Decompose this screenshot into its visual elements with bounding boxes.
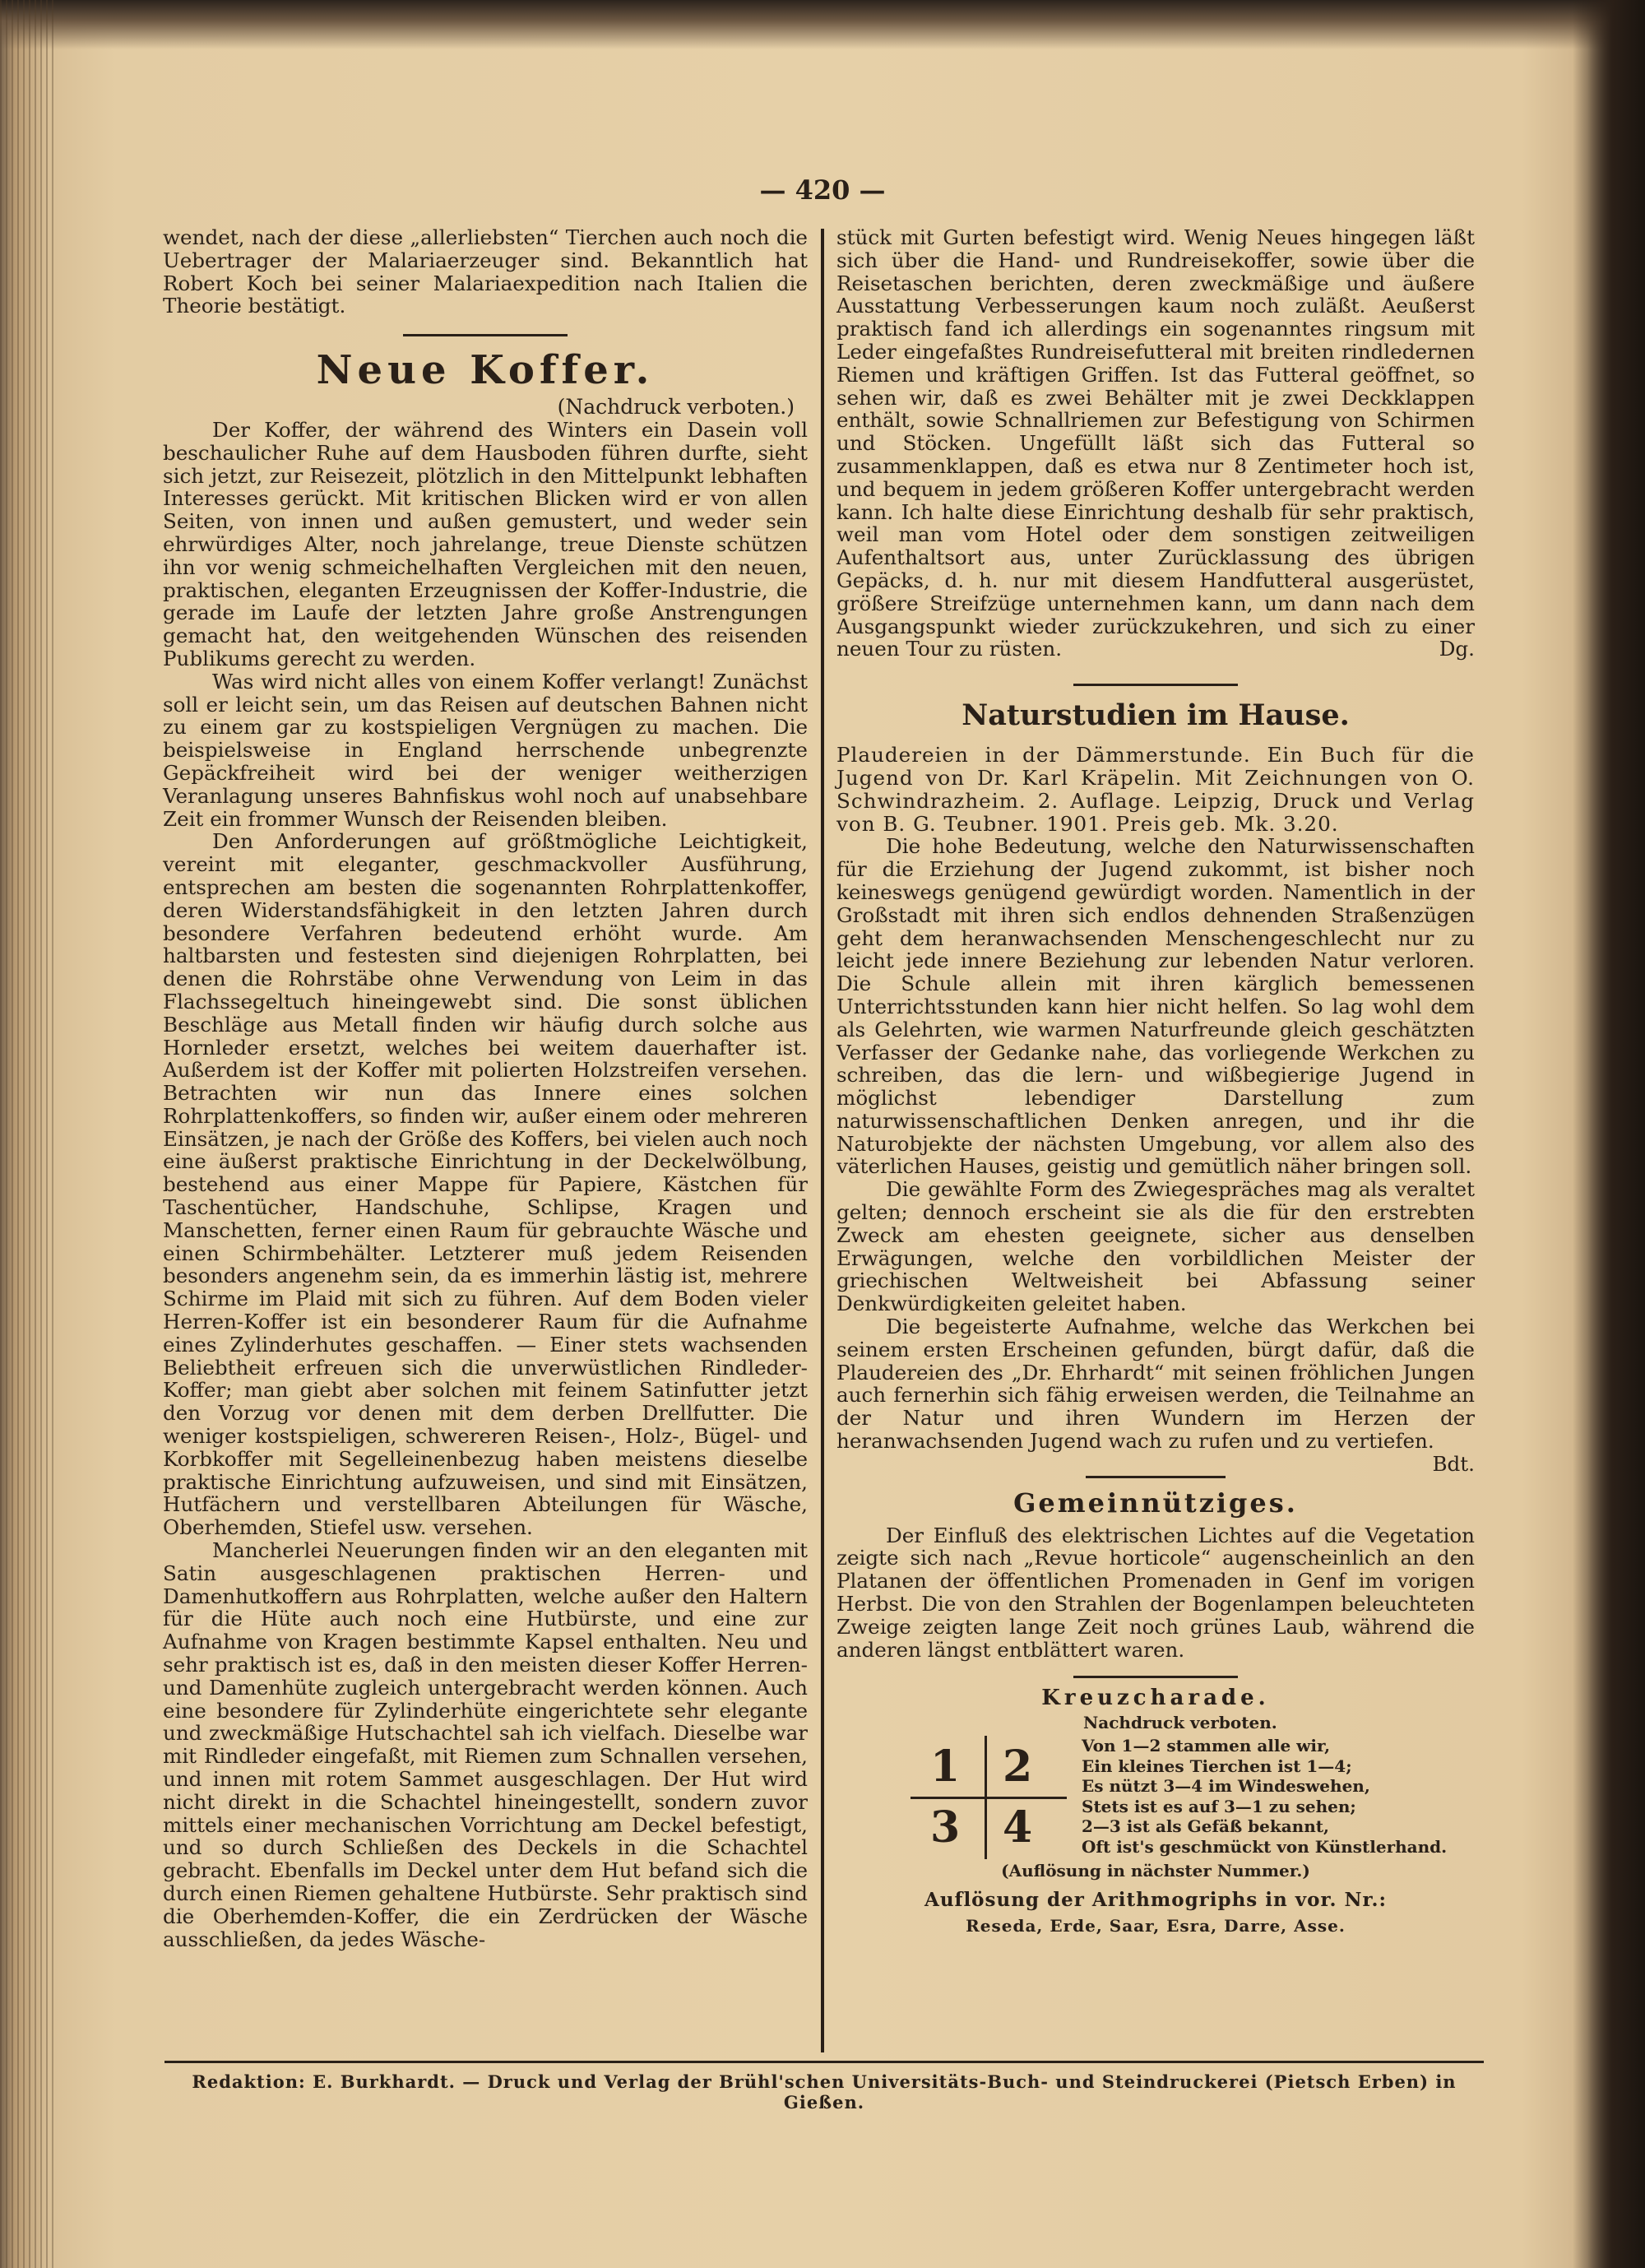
review-paragraph-3 bbox=[836, 1315, 1475, 1476]
charade-title: Kreuzcharade. bbox=[1041, 1686, 1270, 1711]
charade-body bbox=[836, 1736, 1475, 1859]
section-divider bbox=[1086, 1476, 1226, 1478]
section-divider bbox=[1073, 684, 1238, 686]
footer-rule bbox=[164, 2061, 1484, 2063]
koffer-continuation bbox=[836, 226, 1475, 661]
verse-line: Von 1—2 stammen alle wir, bbox=[1082, 1736, 1331, 1756]
grid-number-1: 1 bbox=[930, 1742, 961, 1793]
review-paragraph-3-text: Die begeisterte Aufnahme, welche das Werkchen bei seinem ersten Erscheinen gefunden, bürgt dafür, daß die Plaudereien des „Dr. Ehrhardt“ mit seinen fröhlichen Jungen auch fernerhin sich fähig erweisen werden, die Teilnahme an der Natur und ihren Wundern im Herzen der heranwachsenden Jugend wach zu rufen und zu vertiefen. bbox=[836, 1315, 1475, 1454]
verse-line: Ein kleines Tierchen ist 1—4; bbox=[1082, 1755, 1352, 1776]
verse-line: Oft ist's geschmückt von Künstlerhand. bbox=[1082, 1836, 1448, 1857]
charade-verse bbox=[1082, 1736, 1460, 1857]
gemeinnuetziges-paragraph: Der Einfluß des elektrischen Lichtes auf die Vegetation zeigte sich nach „Revue horticole“ augenscheinlich an den Platanen der öffentlichen Promenaden in Genf im vorigen Herbst. Die von den Strahlen der Bogenlampen beleuchteten Zweige zeigten lange Zeit noch grünes Laub, während die anderen längst entblättert waren. bbox=[836, 1523, 1475, 1662]
article-title-koffer: Neue Koffer. bbox=[316, 347, 655, 394]
article-title-naturstudien: Naturstudien im Hause. bbox=[962, 698, 1350, 733]
verse-line: 2—3 ist als Gefäß bekannt, bbox=[1082, 1816, 1329, 1837]
column-rule bbox=[821, 229, 824, 2052]
koffer-paragraph-2: Was wird nicht alles von einem Koffer verlangt! Zunächst soll er leicht sein, um das Reisen auf deutschen Bahnen nicht zu einem gar zu kostspieligen Vergnügen zu machen. Die beispielsweise in England herrschende unbegrenzte Gepäckfreiheit wird bei der weniger weitherzigen Veranlagung unseres Bahnfiskus wohl noch auf unabsehbare Zeit ein frommer Wunsch der Reisenden bleiben. bbox=[163, 669, 808, 831]
author-signature-bdt: Bdt. bbox=[1432, 1451, 1475, 1476]
review-paragraph-2: Die gewählte Form des Zwiegespräches mag als veraltet gelten; dennoch erscheint sie als die für den erstrebten Zweck am ehesten geeignete, sicher aus denselben Erwägungen, welche den vorbildlichen Meister der griechischen Weltweisheit bei Abfassung seiner Denkwürdigkeiten geleitet haben. bbox=[836, 1177, 1475, 1316]
cross-charade-puzzle bbox=[836, 1688, 1475, 1881]
right-column bbox=[836, 226, 1475, 1938]
book-citation: Plaudereien in der Dämmerstunde. Ein Buch für die Jugend von Dr. Karl Kräpelin. Mit Zeichnungen von O. Schwindrazheim. 2. Auflage. Leipzig, Druck und Verlag von B. G. Teubner. 1901. Preis geb. Mk. 3.20. bbox=[836, 743, 1475, 836]
grid-horizontal-line bbox=[911, 1797, 1067, 1799]
intro-paragraph: wendet, nach der diese „allerliebsten“ Tierchen auch noch die Uebertrager der Malariaerzeuger sind. Bekanntlich hat Robert Koch bei seiner Malariaexpedition nach Italien die Theorie bestätigt. bbox=[163, 225, 808, 318]
reprint-note: (Nachdruck verboten.) bbox=[557, 395, 795, 420]
arithmogriph-solution: Reseda, Erde, Saar, Esra, Darre, Asse. bbox=[966, 1916, 1346, 1936]
book-binding bbox=[1573, 0, 1645, 2268]
author-signature-dg: Dg. bbox=[1439, 637, 1475, 661]
charade-solution-note: (Auflösung in nächster Nummer.) bbox=[1001, 1861, 1310, 1881]
continuation-text: stück mit Gurten befestigt wird. Wenig Neues hingegen läßt sich über die Hand- und Rundreisekoffer, sowie über die Reisetaschen berichten, deren zweckmäßige und äußere Ausstattung Verbesserungen kaum noch zuläßt. Aeußerst praktisch fand ich allerdings ein sogenanntes ringsum mit Leder eingefaßtes Rundreisefutteral mit breiten rindledernen Riemen und kräftigen Griffen. Ist das Futteral geöffnet, so sehen wir, daß es zwei Behälter mit je zwei Deckklappen enthält, sowie Schnallriemen zur Befestigung von Schirmen und Stöcken. Ungefüllt läßt sich das Futteral so zusammenklappen, daß es etwa nur 8 Zentimeter hoch ist, und bequem in jedem größeren Koffer untergebracht werden kann. Ich halte diese Einrichtung deshalb für sehr praktisch, weil man vom Hotel oder dem sonstigen zeitweiligen Aufenthaltsort aus, unter Zurücklassung des übrigen Gepäcks, d. h. nur mit diesem Handfutteral ausgerüstet, größere Streifzüge unternehmen kann, um dann nach dem Ausgangspunkt wieder zurückzukehren, und sich zu einer neuen Tour zu rüsten. bbox=[836, 225, 1475, 661]
verse-line: Stets ist es auf 3—1 zu sehen; bbox=[1082, 1796, 1356, 1816]
left-column bbox=[163, 226, 808, 1950]
section-divider bbox=[1073, 1676, 1238, 1678]
section-divider bbox=[403, 334, 568, 336]
verse-line: Es nützt 3—4 im Windeswehen, bbox=[1082, 1776, 1370, 1797]
koffer-paragraph-4: Mancherlei Neuerungen finden wir an den eleganten mit Satin ausgeschlagenen praktischen Herren- und Damenhutkoffern aus Rohrplatten, welche außer den Haltern für die Hüte auch noch eine Hutbürste, und eine zur Aufnahme von Kragen bestimmte Kapsel enthalten. Neu und sehr praktisch ist es, daß in den meisten dieser Koffer Herren- und Damenhüte zugleich untergebracht werden können. Auch eine besondere für Zylinderhüte eingerichtete sehr elegante und zweckmäßige Hutschachtel sah ich vielfach. Dieselbe war mit Rindleder eingefaßt, mit Riemen zum Schnallen versehen, und innen mit rotem Sammet ausgeschlagen. Der Hut wird nicht direkt in die Schachtel hineingestellt, sondern zuvor mittels einer mechanischen Vorrichtung am Deckel befestigt, und so durch Schließen des Deckels in die Schachtel gebracht. Ebenfalls im Deckel unter dem Hut befand sich die durch einen Riemen gehaltene Hutbürste. Sehr praktisch sind die Oberhemden-Koffer, die ein Zerdrücken der Wäsche ausschließen, da jedes Wäsche- bbox=[163, 1538, 808, 1951]
koffer-paragraph-1: Der Koffer, der während des Winters ein Dasein voll beschaulicher Ruhe auf dem Hausboden führen durfte, sieht sich jetzt, zur Reisezeit, plötzlich in den Mittelpunkt lebhaften Interesses gerückt. Mit kritischen Blicken wird er von allen Seiten, von innen und außen gemustert, und weder sein ehrwürdiges Alter, noch jahrelange, treue Dienste schützen ihn vor wenig schmeichelhaften Vergleichen mit den neuen, praktischen, eleganten Erzeugnissen der Koffer-Industrie, die gerade im Laufe der letzten Jahre große Anstrengungen gemacht hat, den weitgehenden Wünschen des reisenden Publikums gerecht zu werden. bbox=[163, 417, 808, 670]
page-stack-edge bbox=[0, 0, 58, 2268]
charade-grid bbox=[911, 1736, 1067, 1859]
section-title-gemeinnuetziges: Gemeinnütziges. bbox=[1013, 1486, 1298, 1519]
arithmogriph-solution-title: Auflösung der Arithmogriphs in vor. Nr.: bbox=[924, 1889, 1387, 1912]
imprint-footer: Redaktion: E. Burkhardt. — Druck und Verlag der Brühl'schen Universitäts-Buch- und Steindruckerei (Pietsch Erben) in Gießen. bbox=[192, 2071, 1457, 2113]
grid-number-3: 3 bbox=[930, 1802, 961, 1853]
koffer-paragraph-3: Den Anforderungen auf größtmögliche Leichtigkeit, vereint mit eleganter, geschmackvoller Ausführung, entsprechen am besten die sogenannten Rohrplattenkoffer, deren Widerstandsfähigkeit in den letzten Jahren durch besondere Verfahren bedeutend erhöht wurde. Am haltbarsten und festesten sind diejenigen Rohrplatten, bei denen die Rohrstäbe ohne Verwendung von Leim in das Flachssegeltuch hineingewebt sind. Die sonst üblichen Beschläge aus Metall finden wir häufig durch solche aus Hornleder ersetzt, welches bei weitem dauerhafter ist. Außerdem ist der Koffer mit polierten Holzstreifen versehen. Betrachten wir nun das Innere eines solchen Rohrplattenkoffers, so finden wir, außer einem oder mehreren Einsätzen, je nach der Größe des Koffers, bei vielen auch noch eine äußerst praktische Einrichtung in der Deckelwölbung, bestehend aus einer Mappe für Papiere, Kästchen für Taschentücher, Handschuhe, Schlipse, Kragen und Manschetten, ferner einen Raum für gebrauchte Wäsche und einen Schirmbehälter. Letzterer muß jedem Reisenden besonders angenehm sein, da es immerhin lästig ist, mehrere Schirme im Plaid mit sich zu führen. Auf dem Boden vieler Herren-Koffer ist ein besonderer Raum für die Aufnahme eines Zylinderhutes geschaffen. — Einer stets wachsenden Beliebtheit erfreuen sich die unverwüstlichen Rindleder-Koffer; man giebt aber solchen mit feinem Satinfutter jetzt den Vorzug vor denen mit dem derben Drellfutter. Die weniger kostspieligen, schwereren Reisen-, Holz-, Bügel- und Korbkoffer mit Segelleinenbezug haben meistens dieselbe praktische Einrichtung aufzuweisen, und sind mit Einsätzen, Hutfächern und verstellbaren Abteilungen für Wäsche, Oberhemden, Stiefel usw. versehen. bbox=[163, 829, 808, 1540]
page-shadow-top bbox=[0, 0, 1645, 49]
review-paragraph-1: Die hohe Bedeutung, welche den Naturwissenschaften für die Erziehung der Jugend zukommt, ist bisher noch keineswegs genügend gewürdigt worden. Namentlich in der Großstadt mit ihren sich endlos dehnenden Straßenzügen geht dem heranwachsenden Menschengeschlecht nur zu leicht jede innere Beziehung zur lebenden Natur verloren. Die Schule allein mit ihren kärglich bemessenen Unterrichtsstunden kann hier nicht helfen. So lag wohl dem als Gelehrten, wie warmen Naturfreunde gleich geschätzten Verfasser der Gedanke nahe, das vorliegende Werkchen zu schreiben, das die lern- und wißbegierige Jugend in möglichst lebendiger Darstellung zum naturwissenschaftlichen Denken anregen, und ihr die Naturobjekte der nächsten Umgebung, vor allem also des väterlichen Hauses, geistig und gemütlich näher bringen soll. bbox=[836, 834, 1475, 1179]
page-number: — 420 — bbox=[759, 174, 886, 206]
charade-reprint-note: Nachdruck verboten. bbox=[1083, 1713, 1277, 1733]
grid-number-2: 2 bbox=[1003, 1742, 1033, 1793]
grid-number-4: 4 bbox=[1003, 1802, 1033, 1853]
